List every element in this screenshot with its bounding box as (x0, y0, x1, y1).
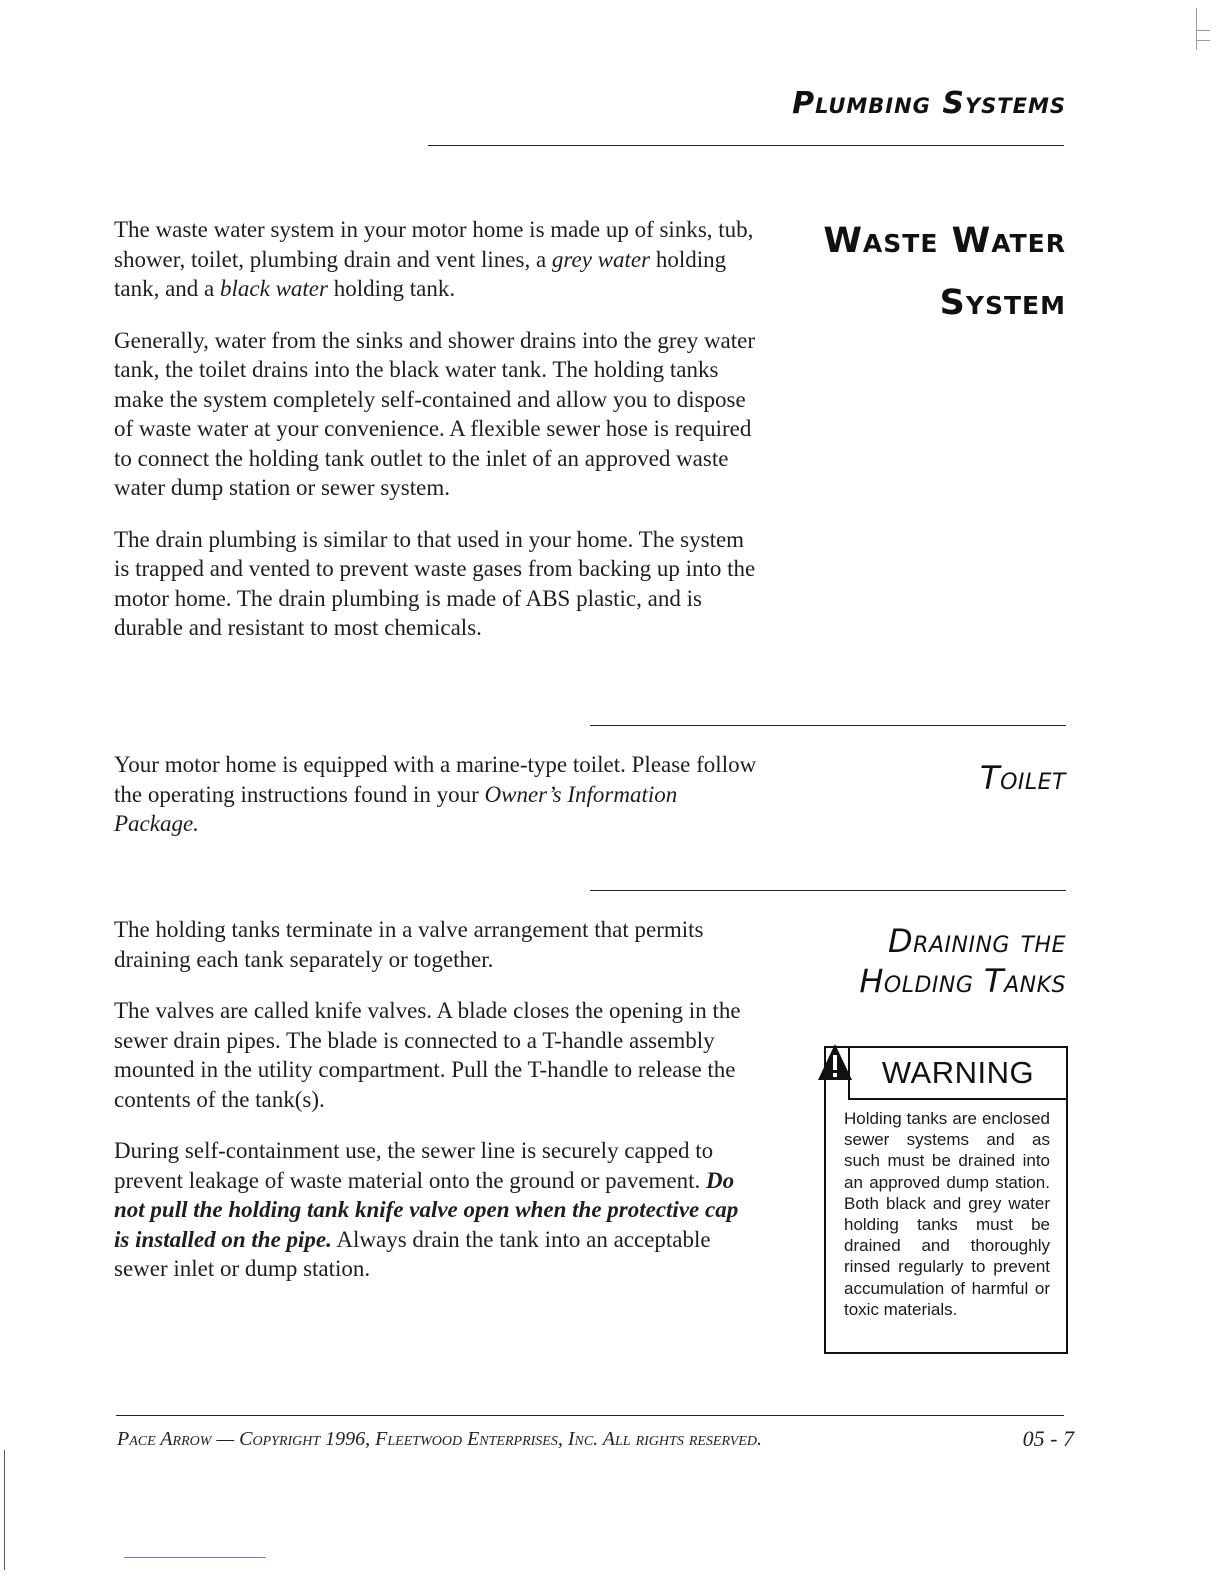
paragraph: The waste water system in your motor home is made up of sinks, tub, shower, toilet, plumbing drain and vent lines, a grey water holding tank, and a black water holding tank. (114, 217, 754, 301)
paragraph: The valves are called knife valves. A blade closes the opening in the sewer drain pipes. The blade is connected to a T-handle assembly mounted in the utility compartment. Pull the T-handle to release the contents of the tank(s). (114, 998, 741, 1112)
scan-mark (124, 1557, 266, 1558)
heading-line: Holding Tanks (859, 962, 1066, 1000)
heading-line: Waste Water (823, 221, 1066, 261)
scan-mark (1196, 40, 1210, 41)
section-heading-toilet: Toilet (980, 759, 1066, 797)
scan-mark (4, 1450, 5, 1570)
waste-water-body (114, 215, 764, 665)
paragraph: The drain plumbing is similar to that used in your home. The system is trapped and vented to prevent waste gases from backing up into the motor home. The drain plumbing is made of ABS plastic, and is durable and resistant to most chemicals. (114, 526, 756, 640)
warning-title: WARNING (848, 1048, 1066, 1100)
paragraph: During self-containment use, the sewer line is securely capped to prevent leakage of waste material onto the ground or pavement. Do not pull the holding tank knife valve open when the protective cap is installed on the pipe. Always drain the tank into an acceptable sewer inlet or dump station. (114, 1138, 739, 1281)
scan-mark (1196, 8, 1197, 50)
scan-mark (1196, 30, 1210, 31)
warning-box (824, 1046, 1068, 1354)
toilet-body (114, 750, 764, 861)
page-number: 05 - 7 (1022, 1426, 1074, 1451)
paragraph: The holding tanks terminate in a valve arrangement that permits draining each tank separately or together. (114, 917, 704, 972)
section-divider (590, 725, 1066, 726)
heading-line: System (939, 283, 1066, 323)
page-title: Plumbing Systems (792, 86, 1066, 121)
draining-body (114, 915, 764, 1306)
footer-product: Pace Arrow (117, 1428, 212, 1450)
header-divider (428, 145, 1064, 146)
footer-divider (116, 1415, 1064, 1416)
paragraph: Generally, water from the sinks and shower drains into the grey water tank, the toilet drains into the black water tank. The holding tanks make the system completely self-contained and allow you to dispose of waste water at your convenience. A flexible sewer hose is required to connect the holding tank outlet to the inlet of an approved waste water dump station or sewer system. (114, 327, 756, 500)
section-heading-draining (859, 920, 1066, 1002)
warning-text: Holding tanks are enclosed sewer systems and as such must be drained into an approved dump station. Both black and grey water holding tanks must be drained and thoroughly rinsed regularly to prevent accumulation of harmful or toxic materials. (844, 1109, 1050, 1319)
section-heading-waste-water (823, 210, 1066, 334)
heading-line: Draining the (888, 922, 1066, 960)
footer-copyright (117, 1428, 762, 1451)
paragraph: Your motor home is equipped with a marine-type toilet. Please follow the operating instructions found in your Owner’s Information Package. (114, 752, 757, 836)
footer-copyright-text: — Copyright 1996, Fleetwood Enterprises, Inc. All rights reserved. (211, 1428, 762, 1450)
section-divider (590, 890, 1066, 891)
